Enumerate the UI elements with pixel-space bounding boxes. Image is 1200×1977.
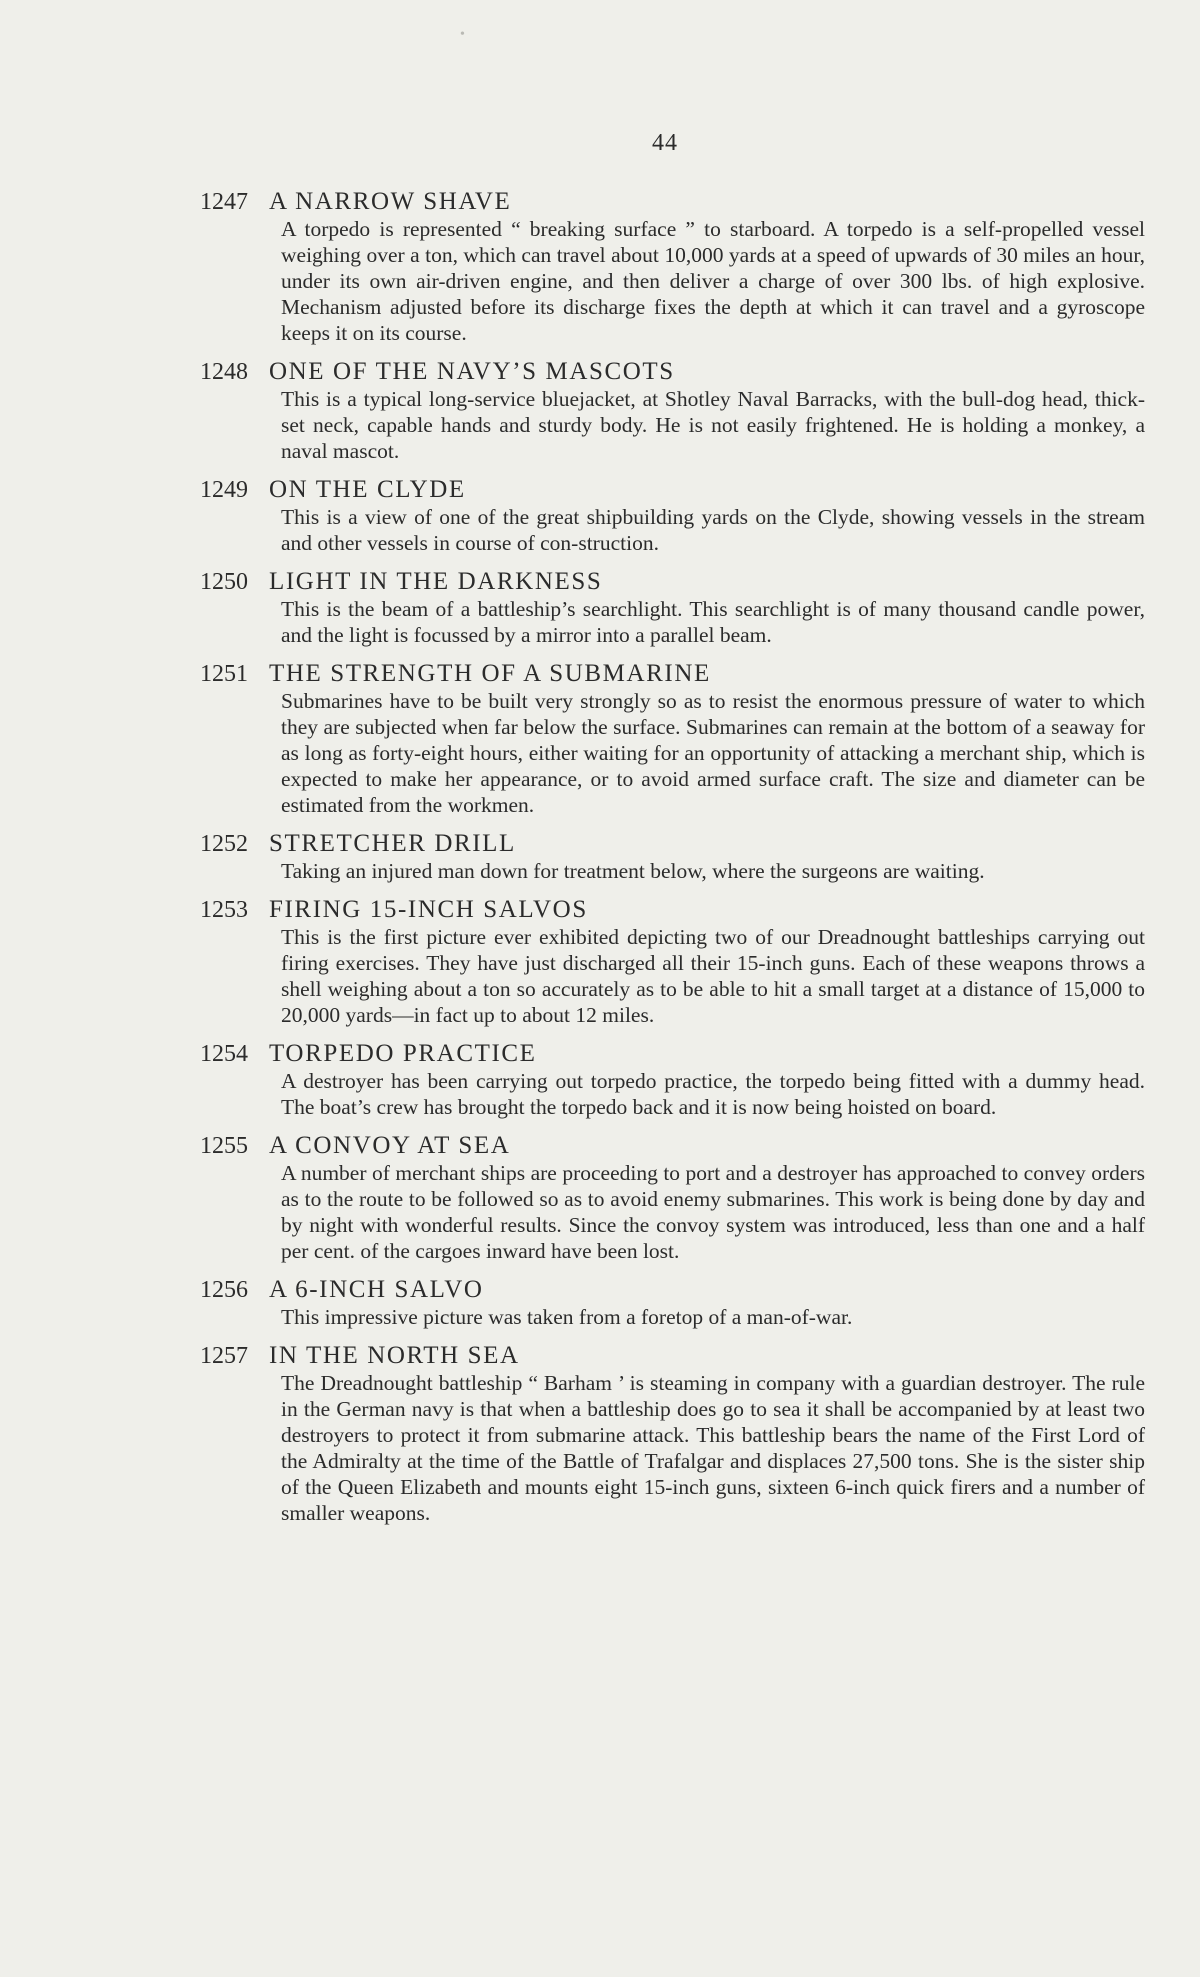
entry-title: LIGHT IN THE DARKNESS (269, 568, 603, 595)
entry-number: 1254 (200, 1041, 248, 1067)
entry-description: This impressive picture was taken from a foretop of a man-of-war. (281, 1305, 853, 1329)
catalog-entry (200, 830, 1145, 884)
entry-title: TORPEDO PRACTICE (269, 1040, 537, 1067)
entry-number: 1247 (200, 189, 248, 215)
catalog-entry (200, 1342, 1145, 1526)
entry-description: This is a view of one of the great shipbuilding yards on the Clyde, showing vessels in the stream and other vessels in course of con-struction. (281, 505, 1145, 555)
entry-number: 1250 (200, 569, 248, 595)
catalog-entry (200, 568, 1145, 648)
catalog-entry (200, 358, 1145, 464)
entry-title: FIRING 15-INCH SALVOS (269, 896, 588, 923)
entry-number: 1249 (200, 477, 248, 503)
entry-heading (200, 896, 1145, 924)
page-number: 44 (652, 130, 678, 156)
catalog-entry (200, 188, 1145, 346)
entry-description: This is a typical long-service bluejacket, at Shotley Naval Barracks, with the bull-dog head, thick-set neck, capable hands and sturdy body. He is not easily frightened. He is holding a monkey, a naval mascot. (281, 387, 1145, 463)
catalog-entry (200, 1276, 1145, 1330)
catalog-entry (200, 1132, 1145, 1264)
entry-title: THE STRENGTH OF A SUBMARINE (269, 660, 711, 687)
entry-heading (200, 568, 1145, 596)
entry-title: ONE OF THE NAVY’S MASCOTS (269, 358, 675, 385)
entry-description: Submarines have to be built very strongly so as to resist the enormous pressure of water to which they are subjected when far below the surface. Submarines can remain at the bottom of a seaway for as long as forty-eight hours, either waiting for an opportunity of attacking a merchant ship, which is expected to make her appearance, or to avoid armed surface craft. The size and diameter can be estimated from the workmen. (281, 689, 1145, 817)
entry-number: 1256 (200, 1277, 248, 1303)
entry-number: 1251 (200, 661, 248, 687)
entry-heading (200, 188, 1145, 216)
entry-description: A destroyer has been carrying out torpedo practice, the torpedo being fitted with a dummy head. The boat’s crew has brought the torpedo back and it is now being hoisted on board. (281, 1069, 1145, 1119)
entry-description: This is the first picture ever exhibited depicting two of our Dreadnought battleships carrying out firing exercises. They have just discharged all their 15-inch guns. Each of these weapons throws a shell weighing about a ton so accurately as to be able to hit a small target at a distance of 15,000 to 20,000 yards—in fact up to about 12 miles. (281, 925, 1145, 1027)
entry-description: A torpedo is represented “ breaking surface ” to starboard. A torpedo is a self-propelled vessel weighing over a ton, which can travel about 10,000 yards at a speed of upwards of 30 miles an hour, under its own air-driven engine, and then deliver a charge of over 300 lbs. of high explosive. Mechanism adjusted before its discharge fixes the depth at which it can travel and a gyroscope keeps it on its course. (281, 217, 1145, 345)
entry-number: 1252 (200, 831, 248, 857)
entry-heading (200, 358, 1145, 386)
entry-number: 1257 (200, 1343, 248, 1369)
catalog-entry (200, 660, 1145, 818)
entry-description: A number of merchant ships are proceeding to port and a destroyer has approached to convey orders as to the route to be followed so as to avoid enemy submarines. This work is being done by day and by night with wonderful results. Since the convoy system was introduced, less than one and a half per cent. of the cargoes inward have been lost. (281, 1161, 1145, 1263)
entry-title: STRETCHER DRILL (269, 830, 516, 857)
entry-heading (200, 660, 1145, 688)
entry-heading (200, 1040, 1145, 1068)
catalog-entry (200, 476, 1145, 556)
entry-heading (200, 1276, 1145, 1304)
entry-heading (200, 830, 1145, 858)
entry-title: A 6-INCH SALVO (269, 1276, 484, 1303)
entry-number: 1253 (200, 897, 248, 923)
entry-title: A CONVOY AT SEA (269, 1132, 511, 1159)
catalog-entry (200, 896, 1145, 1028)
entry-heading (200, 476, 1145, 504)
entry-title: ON THE CLYDE (269, 476, 466, 503)
entry-heading (200, 1132, 1145, 1160)
catalog-entry (200, 1040, 1145, 1120)
entry-description: This is the beam of a battleship’s searchlight. This searchlight is of many thousand candle power, and the light is focussed by a mirror into a parallel beam. (281, 597, 1145, 647)
slide-catalog (200, 188, 1145, 1538)
paper-speck: • (460, 27, 465, 42)
entry-description: The Dreadnought battleship “ Barham ’ is steaming in company with a guardian destroyer. The rule in the German navy is that when a battleship does go to sea it shall be accompanied by at least two destroyers to protect it from submarine attack. This battleship bears the name of the First Lord of the Admiralty at the time of the Battle of Trafalgar and displaces 27,500 tons. She is the sister ship of the Queen Elizabeth and mounts eight 15-inch guns, sixteen 6-inch quick firers and a number of smaller weapons. (281, 1371, 1145, 1525)
entry-title: IN THE NORTH SEA (269, 1342, 520, 1369)
entry-title: A NARROW SHAVE (269, 188, 512, 215)
entry-description: Taking an injured man down for treatment below, where the surgeons are waiting. (281, 859, 985, 883)
entry-number: 1248 (200, 359, 248, 385)
entry-number: 1255 (200, 1133, 248, 1159)
entry-heading (200, 1342, 1145, 1370)
